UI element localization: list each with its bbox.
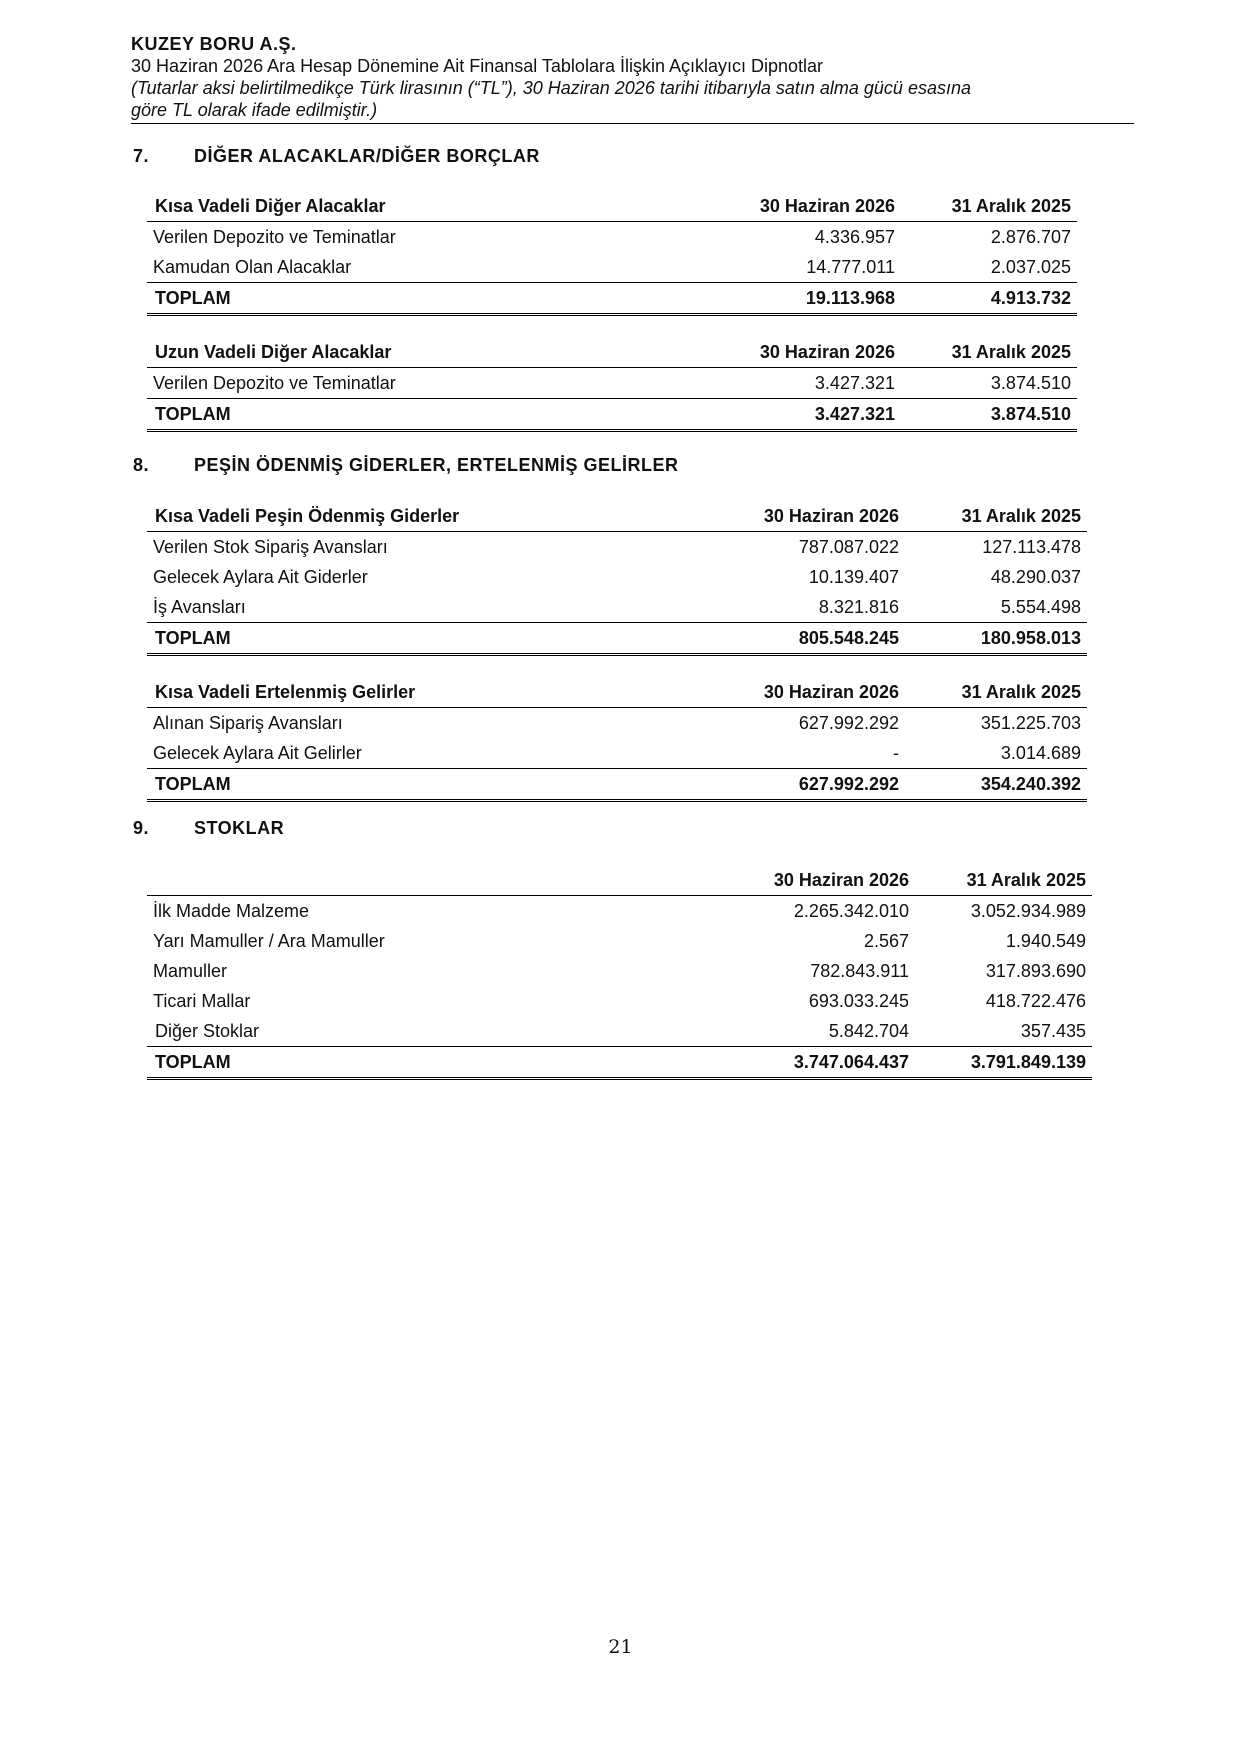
row-value-current: 627.992.292 [798,713,899,733]
table-row [147,986,1092,1016]
row-value-prior: 3.052.934.989 [970,901,1086,921]
row-value-current: 5.842.704 [828,1021,909,1041]
row-value-prior: 3.014.689 [1000,743,1081,763]
row-value-current: 693.033.245 [808,991,909,1011]
row-value-prior: 1.940.549 [1005,931,1086,951]
row-label: Gelecek Aylara Ait Giderler [153,567,368,587]
section-8-title [133,455,679,476]
row-value-prior: 357.435 [1020,1021,1086,1041]
section-heading: DİĞER ALACAKLAR/DİĞER BORÇLAR [194,146,540,166]
total-label: TOPLAM [147,399,747,431]
row-label: İş Avansları [153,597,246,617]
section-number: 7. [133,146,150,166]
row-value-current: 4.336.957 [814,227,895,247]
table-header-row [147,337,1077,368]
row-label: Mamuller [153,961,228,981]
total-value-current: 3.427.321 [747,399,895,431]
row-value-prior: 127.113.478 [982,537,1081,557]
table-row [147,222,1077,253]
section-heading: PEŞİN ÖDENMİŞ GİDERLER, ERTELENMİŞ GELİRLER [194,455,679,475]
row-value-current: 2.567 [863,931,909,951]
row-value-prior: 351.225.703 [980,713,1081,733]
row-label: Verilen Stok Sipariş Avansları [153,537,388,557]
row-label: Verilen Depozito ve Teminatlar [153,227,396,247]
table-row [147,562,1087,592]
page-header [131,33,1134,121]
document-subtitle: 30 Haziran 2026 Ara Hesap Dönemine Ait Finansal Tablolara İlişkin Açıklayıcı Dipnotlar [131,56,824,76]
table-row [147,368,1077,399]
row-value-prior: 3.874.510 [990,373,1071,393]
total-label: TOPLAM [147,1047,759,1079]
section-9-title [133,818,284,839]
column-header-prior: 31 Aralık 2025 [899,677,1087,708]
table-row [147,926,1092,956]
table-header-label: Uzun Vadeli Diğer Alacaklar [147,337,747,368]
header-divider [131,123,1134,124]
row-value-prior: 317.893.690 [985,961,1086,981]
short-term-other-receivables-table [147,191,1077,316]
total-value-prior: 3.874.510 [895,399,1077,431]
total-value-prior: 3.791.849.139 [909,1047,1092,1079]
total-value-prior: 354.240.392 [899,769,1087,801]
row-label: Diğer Stoklar [155,1021,260,1041]
inventory-table [147,865,1092,1080]
column-header-current: 30 Haziran 2026 [749,501,899,532]
table-header-row [147,677,1087,708]
row-label: Verilen Depozito ve Teminatlar [153,373,396,393]
row-value-current: 14.777.011 [806,257,895,277]
row-value-prior: 2.037.025 [990,257,1071,277]
currency-note-line-1: (Tutarlar aksi belirtilmedikçe Türk lirasının (“TL”), 30 Haziran 2026 tarihi itibarıyla satın alma gücü esasına [131,78,971,98]
total-value-current: 19.113.968 [747,283,895,315]
row-label: Kamudan Olan Alacaklar [153,257,352,277]
column-header-current: 30 Haziran 2026 [749,677,899,708]
row-label: İlk Madde Malzeme [153,901,310,921]
row-label: Gelecek Aylara Ait Gelirler [153,743,362,763]
row-label: Alınan Sipariş Avansları [153,713,343,733]
table-row [147,708,1087,739]
column-header-prior: 31 Aralık 2025 [895,337,1077,368]
table-row [147,738,1087,769]
table-row [147,532,1087,563]
table-header-label: Kısa Vadeli Diğer Alacaklar [147,191,747,222]
total-row [147,1047,1092,1079]
prepaid-expenses-table [147,501,1087,656]
row-value-current: 2.265.342.010 [793,901,909,921]
column-header-prior: 31 Aralık 2025 [909,865,1092,896]
total-value-current: 805.548.245 [749,623,899,655]
currency-note-line-2: göre TL olarak ifade edilmiştir.) [131,100,378,120]
table-header-label: Kısa Vadeli Ertelenmiş Gelirler [147,677,749,708]
row-label: Yarı Mamuller / Ara Mamuller [153,931,385,951]
row-value-prior: 2.876.707 [990,227,1071,247]
total-row [147,769,1087,801]
table-header-row [147,865,1092,896]
row-value-current: 10.139.407 [808,567,899,587]
table-row [147,1016,1092,1047]
table-row [147,252,1077,283]
column-header-current: 30 Haziran 2026 [747,337,895,368]
column-header-prior: 31 Aralık 2025 [895,191,1077,222]
column-header-current: 30 Haziran 2026 [759,865,909,896]
row-value-current: 782.843.911 [810,961,909,981]
long-term-other-receivables-table [147,337,1077,432]
table-header-row [147,501,1087,532]
row-value-prior: 5.554.498 [1000,597,1081,617]
table-header-label [147,865,759,896]
row-value-prior: 418.722.476 [985,991,1086,1011]
row-value-current: 8.321.816 [818,597,899,617]
table-header-row [147,191,1077,222]
total-row [147,623,1087,655]
total-value-current: 3.747.064.437 [759,1047,909,1079]
total-row [147,283,1077,315]
section-number: 8. [133,455,150,475]
total-value-prior: 180.958.013 [899,623,1087,655]
page-number: 21 [608,1636,633,1658]
table-row [147,956,1092,986]
table-row [147,896,1092,927]
table-row [147,592,1087,623]
row-value-current: 787.087.022 [798,537,899,557]
section-7-title [133,146,540,167]
company-name: KUZEY BORU A.Ş. [131,34,297,54]
total-label: TOPLAM [147,283,747,315]
deferred-income-table [147,677,1087,802]
column-header-prior: 31 Aralık 2025 [899,501,1087,532]
total-value-current: 627.992.292 [749,769,899,801]
total-label: TOPLAM [147,769,749,801]
section-number: 9. [133,818,150,838]
column-header-current: 30 Haziran 2026 [747,191,895,222]
row-value-prior: 48.290.037 [990,567,1081,587]
total-value-prior: 4.913.732 [895,283,1077,315]
row-value-current: - [893,743,899,763]
row-value-current: 3.427.321 [814,373,895,393]
section-heading: STOKLAR [194,818,285,838]
total-label: TOPLAM [147,623,749,655]
row-label: Ticari Mallar [153,991,251,1011]
table-header-label: Kısa Vadeli Peşin Ödenmiş Giderler [147,501,749,532]
total-row [147,399,1077,431]
